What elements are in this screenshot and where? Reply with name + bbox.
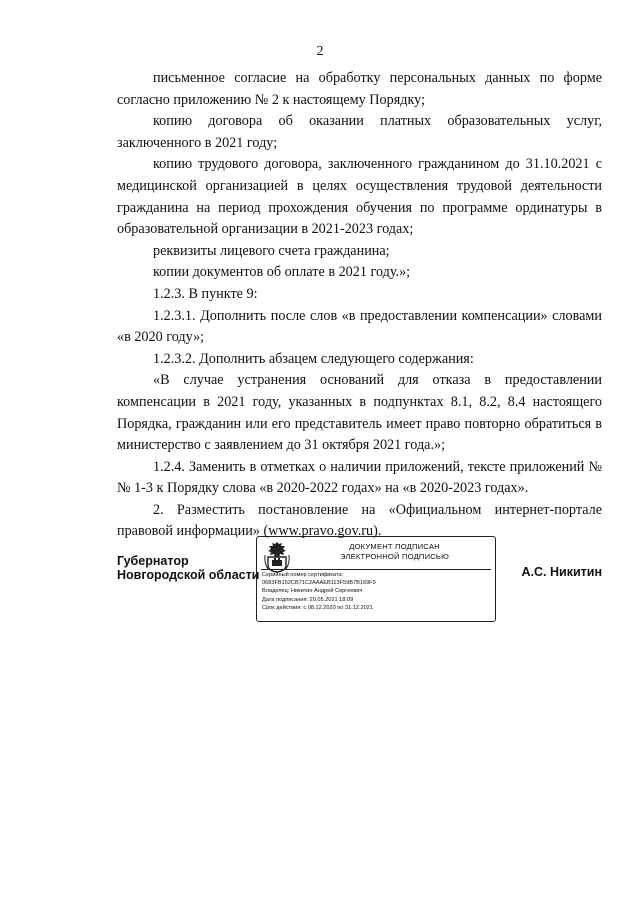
paragraph: письменное согласие на обработку персональных данных по форме согласно приложению № 2 к настоящему Порядку; — [117, 70, 602, 108]
paragraph: реквизиты лицевого счета гражданина; — [153, 242, 390, 259]
paragraph: копию договора об оказании платных образовательных услуг, заключенного в 2021 году; — [117, 113, 602, 151]
paragraph: копию трудового договора, заключенного гражданином до 31.10.2021 с медицинской организацией в целях осуществления трудовой деятельности гражданина на период прохождения обучения по программе ординатуры в образовательной организации в 2021-2023 годах; — [117, 156, 602, 238]
stamp-signed-date: Дата подписания: 20.05.2021 18:09 — [262, 596, 354, 603]
stamp-heading — [297, 542, 492, 562]
stamp-serial-label: Серийный номер сертификата: — [262, 572, 344, 578]
paragraph: 1.2.4. Заменить в отметках о наличии приложений, тексте приложений №№ 1-3 к Порядку слова «в 2020-2022 годах» на «в 2020-2023 годах». — [117, 458, 602, 497]
stamp-owner: Владелец: Никитин Андрей Сергеевич — [262, 588, 363, 595]
paragraph: 1.2.3.2. Дополнить абзацем следующего содержания: — [153, 350, 474, 367]
signature-block — [117, 542, 602, 632]
stamp-serial-value: 0683FB152CB71C2AAAEB113F59B7B169F9 — [262, 580, 376, 587]
stamp-heading-line1: ДОКУМЕНТ ПОДПИСАН — [349, 542, 440, 551]
paragraph: «В случае устранения оснований для отказа в предоставлении компенсации в 2021 году, указанных в подпунктах 8.1, 8.2, 8.4 настоящего Порядка, гражданин или его представитель имеет право повторно обратиться в министерство с заявлением до 31 октября 2021 года.»; — [117, 372, 602, 454]
paragraph: 1.2.3.1. Дополнить после слов «в предоставлении компенсации» словами «в 2020 году»; — [117, 307, 602, 346]
stamp-validity: Срок действия: с 08.12.2020 по 31.12.2021 — [262, 604, 373, 611]
paragraph: копии документов об оплате в 2021 году.»; — [153, 264, 411, 281]
stamp-details — [262, 571, 494, 612]
paragraph: 1.2.3. В пункте 9: — [153, 285, 258, 302]
page-number: 2 — [316, 44, 324, 59]
stamp-heading-line2: ЭЛЕКТРОННОЙ ПОДПИСЬЮ — [340, 552, 449, 561]
paragraph: 2. Разместить постановление на «Официальном интернет-портале правовой информации» (www.pravo.gov.ru). — [117, 501, 602, 540]
signatory-title-line1: Губернатор — [117, 554, 189, 568]
document-body — [117, 68, 602, 543]
signatory-title-line2: Новгородской области — [117, 568, 260, 582]
electronic-signature-stamp — [256, 536, 496, 622]
stamp-divider — [261, 569, 491, 570]
signatory-name: А.С. Никитин — [521, 565, 602, 579]
signatory-title — [117, 554, 259, 582]
